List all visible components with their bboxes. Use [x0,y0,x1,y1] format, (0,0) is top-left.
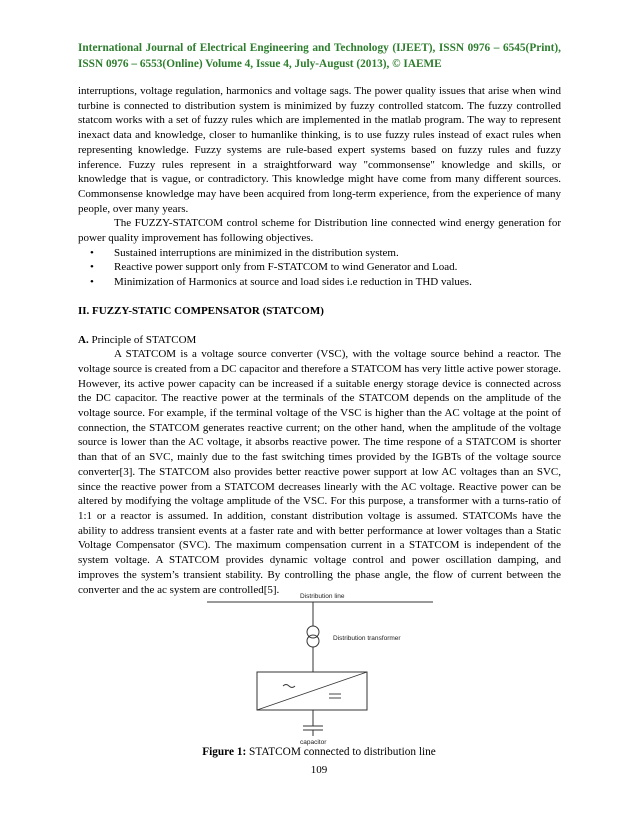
body-paragraph-3: A STATCOM is a voltage source converter (VSC), with the voltage source behind a reactor. The voltage source is created from a DC capacitor and therefore a STATCOM has very little active power storage. However, its active power capacity can be increased if a suitable energy storage device is connected across the DC capacitor. The reactive power at the terminals of the STATCOM depends on the amplitude of the voltage source. For example, if the terminal voltage of the VSC is higher than the AC voltage at the point of connection, the STATCOM generates reactive current; on the other hand, when the amplitude of the voltage source is lower than the AC voltage, it absorbs reactive power. The time respone of a STATCOM is shorter than that of an SVC, mainly due to the fast switching times provided by the IGBTs of the voltage source converter[3]. The STATCOM also provides better reactive power support at low AC voltages than an SVC, since the reactive power from a STATCOM decreases linearly with the AC voltage. Reactive power can be altered by modifying the voltage amplitude of the VSC. For this purpose, a transformer with a turns-ratio of 1:1 or a reactor is assumed. In addition, constant distribution voltage is assumed. STATCOMs have the ability to address transient events at a faster rate and with better performance at lower voltages than a Static Voltage Compensator (SVC). The maximum compensation current in a STATCOM is independent of the system voltage. A STATCOM provides dynamic voltage control and power oscillation damping, and improves the system’s transient stability. By controlling the phase angle, the flow of current between the converter and the ac system are controlled[5]. [78,348,561,596]
list-item: • Reactive power support only from F-STATCOM to wind Generator and Load. [90,261,458,274]
list-item: • Sustained interruptions are minimized in the distribution system. [90,246,399,259]
section-heading: II. FUZZY-STATIC COMPENSATOR (STATCOM) [78,304,324,317]
transformer-label: Distribution transformer [333,635,401,642]
objectives-list [78,246,561,290]
page-number: 109 [310,764,328,776]
caption-label: Figure 1: [202,746,247,758]
ac-symbol-icon [283,685,295,688]
transformer-icon [307,635,319,647]
caption-text: STATCOM connected to distribution line [246,746,436,758]
subsection-title: Principle of STATCOM [91,333,197,346]
converter-diagonal [257,672,367,710]
statcom-figure [205,590,435,748]
bullet-icon: • [90,246,94,259]
bullet-icon: • [90,276,94,289]
body-paragraph-2: The FUZZY-STATCOM control scheme for Distribution line connected wind energy generation for power quality improvement has following objectives. [78,217,561,245]
subsection-label: A. [78,333,89,346]
list-item: • Minimization of Harmonics at source and load sides i.e reduction in THD values. [90,276,472,289]
figure-caption [0,745,638,759]
bullet-icon: • [90,261,94,274]
subsection-heading [78,333,561,348]
statcom-diagram [205,590,435,748]
journal-header: International Journal of Electrical Engineering and Technology (IJEET), ISSN 0976 – 6545(Print), ISSN 0976 – 6553(Online) Volume 4, Issue 4, July-August (2013), © IAEME [78,42,561,70]
distribution-line-label: Distribution line [300,593,345,600]
page-content [78,40,561,597]
capacitor-label: capacitor [300,739,327,746]
body-paragraph-1: interruptions, voltage regulation, harmonics and voltage sags. The power quality issues that arise when wind turbine is connected to distribution system is minimized by fuzzy controlled statcom. The fuzzy controlled statcom works with a set of fuzzy rules which are implemented in the matlab program. The way to represent inexact data and knowledge, closer to humanlike thinking, is to use fuzzy rules instead of exact rules when representing knowledge. Fuzzy systems are rule-based expert systems based on fuzzy rules and fuzzy inference. Fuzzy rules represent in a straightforward way "commonsense" knowledge and skills, or knowledge that is vague, or contradictory. This knowledge might have come from many different sources. Commonsense knowledge may have been acquired from long-term experience, from the experience of many people, over many years. [78,85,561,215]
